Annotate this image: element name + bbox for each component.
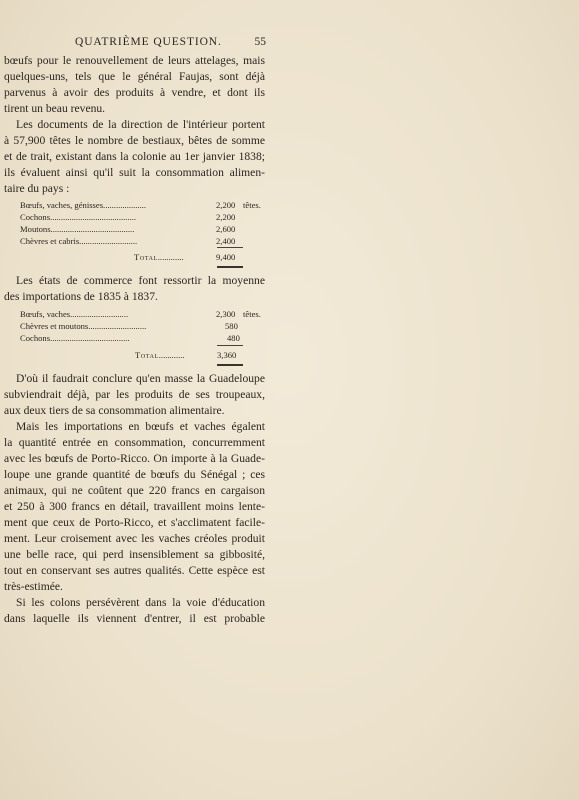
table-row [20,199,265,211]
table-row [20,211,265,223]
row-value: 2,200 [216,200,236,210]
row-value: 2,600 [216,224,236,234]
total-label: Total [135,350,159,360]
text-line: ils évaluent ainsi qu'il suit la consommation alimen- [4,166,265,179]
text-line: taire du pays : [4,182,70,195]
text-line: D'où il faudrait conclure qu'en masse la Guadeloupe [16,372,265,385]
text-line: quelques-uns, tels que le général Faujas, sont déjà [4,70,265,83]
total-value: 9,400 [216,252,236,262]
text-line: bœufs pour le renouvellement de leurs attelages, mais [4,54,265,67]
text-line: avec les bœufs de Porto-Ricco. On importe à la Guade- [4,452,265,465]
row-label: Bœufs, vaches........................... [20,309,129,319]
table-row [20,332,265,344]
text-line: Si les colons persévèrent dans la voie d'éducation [16,596,265,609]
table-row [20,320,265,332]
text-line: aux deux tiers de sa consommation alimentaire. [4,404,225,417]
total-rule [217,266,243,268]
row-unit: têtes. [243,309,261,319]
text-line: à 57,900 têtes le nombre de bestiaux, bêtes de somme [4,134,265,147]
total-dots: ............ [157,252,184,262]
total-label: Total [134,252,158,262]
text-line: et de trait, existant dans la colonie au 1er janvier 1838; [4,150,265,163]
total-row [135,348,185,362]
text-line: animaux, qui ne coûtent que 220 francs en cargaison [4,484,265,497]
row-value: 580 [225,321,238,331]
text-line: Mais les importations en bœufs et vaches égalent [16,420,265,433]
sum-rule [217,345,243,346]
row-value: 480 [227,333,240,343]
total-dots: ............ [158,350,185,360]
sum-rule [217,247,243,248]
row-unit: têtes. [243,200,261,210]
text-line: Les états de commerce font ressortir la moyenne [16,274,265,287]
text-line: tirent un beau revenu. [4,102,106,115]
text-line: tout en conservant ses autres qualités. Cette espèce est [4,564,265,577]
row-value: 2,200 [216,212,236,222]
table-row [20,223,265,235]
text-line: subviendrait déjà, par les produits de ses troupeaux, [4,388,265,401]
row-label: Moutons....................................... [20,224,135,234]
row-value: 2,300 [216,309,236,319]
table-row [20,235,265,247]
text-line: loupe une grande quantité de bœufs du Sénégal ; ces [4,468,265,481]
total-value: 3,360 [217,350,237,360]
row-label: Bœufs, vaches, génisses.................... [20,200,147,210]
text-line: très-estimée. [4,580,63,593]
text-line: une belle race, qui perd insensiblement sa gibbosité, [4,548,265,561]
page-number: 55 [254,36,266,48]
row-label: Cochons..................................... [20,333,130,343]
text-line: parvenus à avoir des produits à vendre, et dont ils [4,86,265,99]
text-line: et 250 à 300 francs en détail, travaillent moins lente- [4,500,265,513]
row-label: Chèvres et cabris........................... [20,236,138,246]
text-line: Les documents de la direction de l'intérieur portent [16,118,265,131]
text-line: dans laquelle ils viennent d'entrer, il est probable [4,612,265,625]
total-rule [217,364,243,366]
row-label: Cochons........................................ [20,212,137,222]
total-row [134,250,184,264]
text-line: ment que ceux de Porto-Ricco, et s'acclimatent facile- [4,516,265,529]
row-label: Chèvres et moutons........................... [20,321,147,331]
text-line: la quantité entrée en consommation, concurremment [4,436,265,449]
text-line: des importations de 1835 à 1837. [4,290,158,303]
running-head: QUATRIÈME QUESTION. [75,36,222,48]
text-line: ment. Leur croisement avec les vaches créoles produit [4,532,265,545]
table-row [20,308,265,320]
row-value: 2,400 [216,236,236,246]
